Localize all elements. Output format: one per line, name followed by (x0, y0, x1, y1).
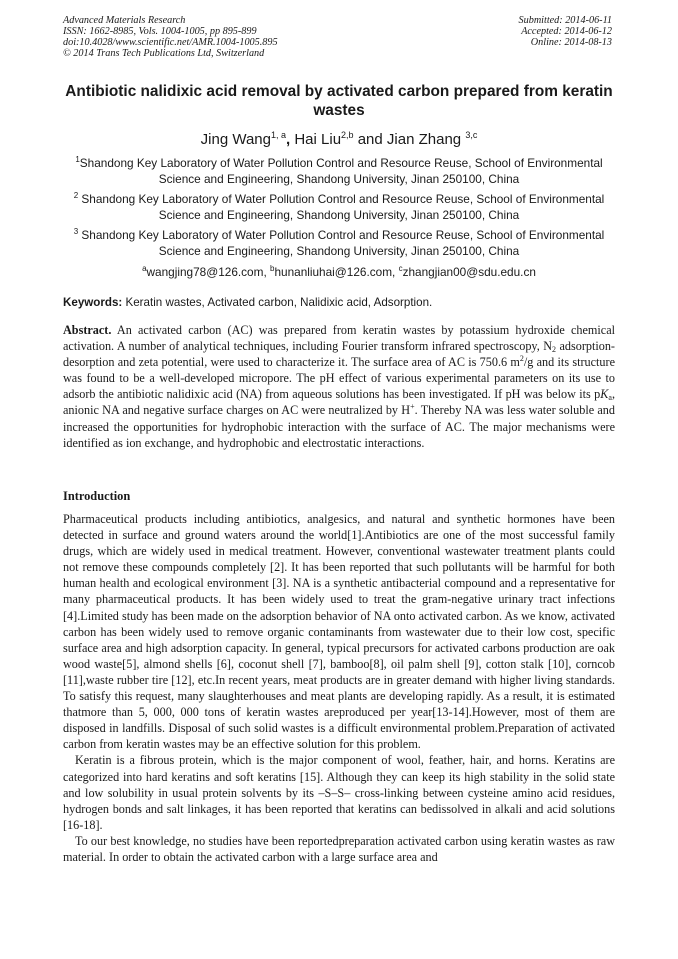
abstract-italic: K (600, 387, 609, 402)
affiliation-text: Shandong Key Laboratory of Water Pollution Control and Resource Reuse, School of Environmental Science and Engineering, Shandong University, Jinan 250100, China (78, 192, 605, 222)
affiliation (63, 228, 615, 259)
email-b[interactable]: hunanliuhai@126.com, (274, 265, 399, 279)
paragraph: Keratin is a fibrous protein, which is the major component of wool, feather, hair, and horns. Keratins are categorized into hard keratins and soft keratins [15]. Although they can keep its high stability in the solid state and low solubility in usual protein solvents by its –S–S– cross-linking between cysteine amino acid residues, hydrogen bonds and salt linkages, it has been reported that keratins can bedissolved in alkali and acid solutions [16-18]. (63, 753, 615, 832)
email-a[interactable]: wangjing78@126.com, (146, 265, 270, 279)
journal-name: Advanced Materials Research (63, 15, 186, 26)
affiliation-sup: 2 (73, 191, 79, 200)
abstract-superscript: 2 (519, 354, 524, 364)
affiliation (63, 192, 615, 223)
email-c[interactable]: zhangjian00@sdu.edu.cn (402, 265, 536, 279)
abstract-label: Abstract. (63, 323, 112, 337)
copyright-line: © 2014 Trans Tech Publications Ltd, Switzerland (63, 48, 265, 59)
email-sup: c (398, 264, 403, 273)
email-sup: a (142, 264, 147, 273)
introduction-body (63, 511, 615, 865)
abstract-subscript: a (608, 393, 612, 403)
submitted-date: Submitted: 2014-06-11 (518, 15, 612, 26)
paragraph: Pharmaceutical products including antibiotics, analgesics, and natural and synthetic hormones have been detected in surface and ground waters around the world[1].Antibiotics are one of the most successful family drugs, which are widely used in medical treatment. However, conventional wastewater treatment plants could not remove these compounds completely [2]. It has been reported that such pollutants will be harmful for both human health and ecological environment [3]. NA is a synthetic antibacterial compound and a representative for many pharmaceutical products. It has been widely used to treat the gram-negative urinary tract infections [4].Limited study has been made on the adsorption behavior of NA onto activated carbon. As we know, activated carbon has been widely used to remove organic contaminants from wastewater due to their low cost, specific surface area and high adsorption capacity. In general, typical precursors for activated carbons production are oak wood waste[5], almond shells [6], coconut shell [7], bamboo[8], oil palm shell [9], cotton stalk [10], corncob [11],waste rubber tire [12], etc.In recent years, meat products are in greater demand with higher living standards. To satisfy this request, many slaughterhouses and meat plants are developing rapidly. As a result, it is estimated thatmore than 5, 000, 000 tons of keratin wastes areproduced per year[13-14].However, most of them are disposed in landfills. Disposal of such solid wastes is a difficult environmental problem.Preparation of activated carbon from keratin wastes may be an effective solution for this problem. (63, 512, 615, 752)
abstract-text: , anionic NA and negative surface charges on AC were neutralized by H (63, 387, 615, 418)
author-sup: 1, a (270, 130, 286, 140)
section-heading-introduction: Introduction (63, 489, 131, 503)
author-separator: , (286, 131, 291, 148)
keywords-label: Keywords: (63, 296, 123, 309)
affiliation-text: Shandong Key Laboratory of Water Pollution Control and Resource Reuse, School of Environmental Science and Engineering, Shandong University, Jinan 250100, China (78, 228, 605, 258)
author-line (63, 130, 615, 150)
author-and: and (353, 131, 387, 148)
author-sup: 2,b (341, 130, 354, 140)
affiliation-sup: 1 (75, 155, 80, 164)
abstract (63, 322, 615, 451)
accepted-date: Accepted: 2014-06-12 (521, 26, 612, 37)
abstract-subscript: 2 (552, 345, 557, 355)
online-date: Online: 2014-08-13 (530, 37, 612, 48)
journal-header-left (63, 15, 278, 59)
paragraph: To our best knowledge, no studies have been reportedpreparation activated carbon using keratin wastes as raw material. In order to obtain the activated carbon with a large surface area and (63, 833, 615, 864)
issn-line: ISSN: 1662-8985, Vols. 1004-1005, pp 895-899 (63, 26, 257, 37)
author-name: Jian Zhang (386, 131, 466, 148)
abstract-superscript: + (410, 402, 415, 412)
abstract-text: . Thereby NA was less water soluble and increased the opportunities for hydrophobic interaction with the surface of AC. The major mechanisms were identified as ion exchange, and hydrophobic and electrostatic interactions. (63, 403, 615, 450)
doi-line[interactable]: doi:10.4028/www.scientific.net/AMR.1004-1005.895 (63, 37, 278, 48)
email-sup: b (270, 264, 275, 273)
journal-header-right (519, 15, 612, 48)
paper-title: Antibiotic nalidixic acid removal by activated carbon prepared from keratin wastes (65, 83, 613, 119)
author-name: Jing Wang (200, 131, 271, 148)
author-name: Hai Liu (290, 131, 342, 148)
abstract-text: /g and its structure was found to be a well-developed micropore. The pH effect of various experimental parameters on its use to adsorb the antibiotic nalidixic acid (NA) from aqueous solutions has been investigated. If pH was below its p (63, 355, 615, 402)
abstract-text: adsorption-desorption and zeta potential, were used to characterize it. The surface area of AC is 750.6 m (63, 339, 615, 370)
affiliation-text: Shandong Key Laboratory of Water Pollution Control and Resource Reuse, School of Environmental Science and Engineering, Shandong University, Jinan 250100, China (79, 156, 603, 186)
keywords-text: Keratin wastes, Activated carbon, Nalidixic acid, Adsorption. (122, 296, 433, 309)
affiliation (63, 156, 615, 187)
author-sup: 3,c (465, 130, 478, 140)
affiliation-sup: 3 (73, 227, 79, 236)
author-emails (63, 265, 615, 280)
keywords (63, 296, 615, 310)
abstract-text: An activated carbon (AC) was prepared from keratin wastes by potassium hydroxide chemical activation. A number of analytical techniques, including Fourier transform infrared spectroscopy, N (63, 323, 615, 354)
